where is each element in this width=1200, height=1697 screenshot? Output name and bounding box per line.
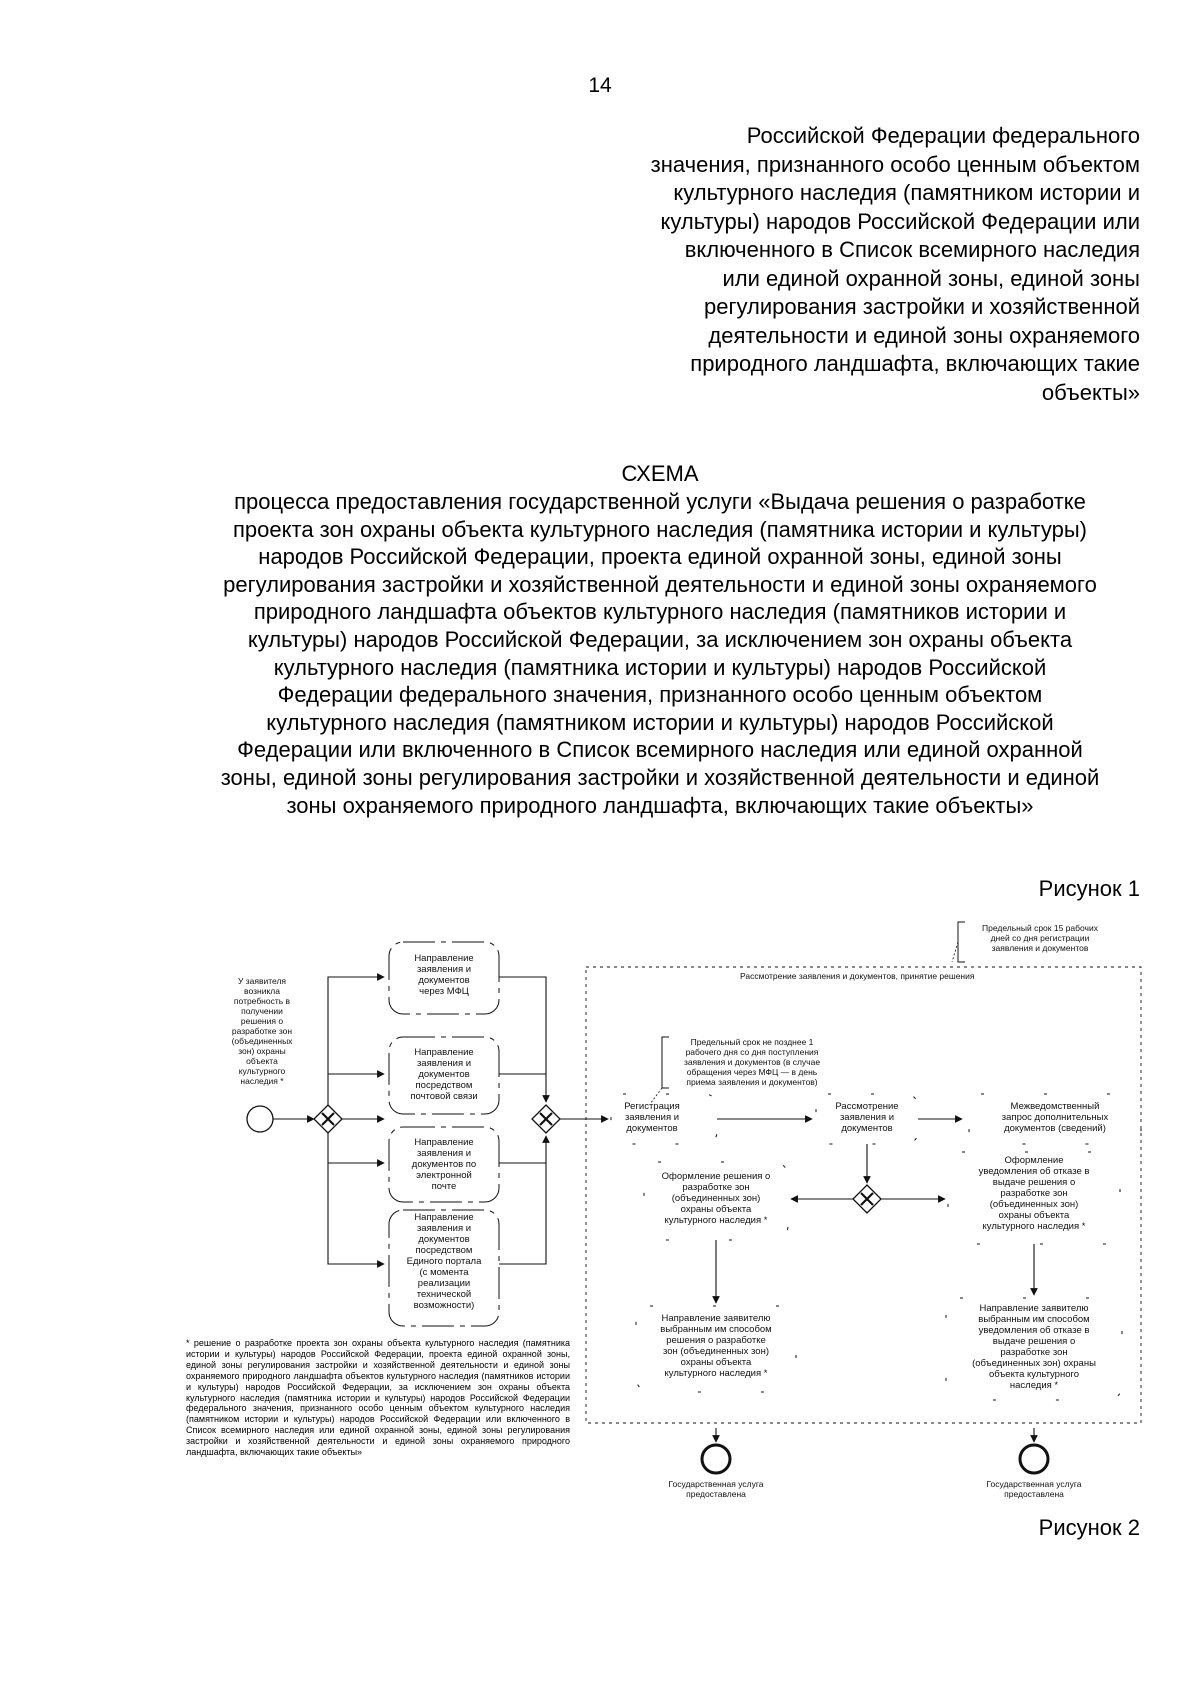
box-text: зон (объединенных зон) <box>662 1346 770 1357</box>
end-event-left-label <box>668 1479 763 1499</box>
start-text: получении <box>241 1006 283 1016</box>
subtitle-line: культурного наследия (памятника истории и культуры) народов Российской <box>273 654 1047 680</box>
start-text: У заявителя <box>237 976 287 986</box>
start-text: решения о <box>240 1016 284 1026</box>
end-text: Государственная услуга <box>668 1479 764 1489</box>
box-text: посредством <box>415 1245 473 1256</box>
box-text: Оформление решения о <box>661 1171 771 1182</box>
box-text: уведомления об отказе в <box>978 1166 1090 1177</box>
box-text: почте <box>431 1181 457 1192</box>
box-text: технической <box>416 1289 472 1300</box>
start-text: наследия * <box>240 1076 284 1086</box>
box-text: Направление <box>414 1137 474 1148</box>
box-text: Направление заявителю <box>979 1303 1089 1314</box>
start-text: зон) охраны <box>238 1046 286 1056</box>
header-line: значения, признанного особо ценным объектом <box>650 151 1140 177</box>
box-text: электронной <box>416 1170 472 1181</box>
note-text: приема заявления и документов) <box>686 1077 818 1087</box>
box-text: заявления и <box>839 1112 895 1123</box>
box-text: охраны объекта <box>680 1204 752 1215</box>
box-text: (объединенных зон) <box>989 1199 1079 1210</box>
start-text: объекта <box>246 1056 278 1066</box>
box-text: Направление <box>414 1047 474 1058</box>
box-text: документов <box>418 1069 470 1080</box>
box-text: Направление заявителю <box>661 1313 771 1324</box>
box-text: (с момента <box>419 1267 469 1278</box>
subtitle-line: процесса предоставления государственной услуги «Выдача решения о разработке <box>234 489 1086 514</box>
submission-box-email-text <box>412 1137 476 1192</box>
refusal-box-text <box>979 1155 1090 1232</box>
box-text: (объединенных зон) охраны <box>972 1358 1096 1369</box>
subtitle-line: культурного наследия (памятником истории и культуры) народов Российской <box>266 709 1054 735</box>
box-text: решения о разработке <box>666 1335 766 1346</box>
pool-label: Рассмотрение заявления и документов, принятие решения <box>740 971 975 981</box>
box-text: Направление <box>414 953 474 964</box>
gateway-merge <box>532 1105 560 1133</box>
box-text: Межведомственный <box>1010 1101 1100 1112</box>
box-text: (объединенных зон) <box>671 1193 761 1204</box>
box-text: Регистрация <box>624 1101 680 1112</box>
subtitle-line: зоны охраняемого природного ландшафта, включающих такие объекты» <box>286 792 1034 818</box>
box-text: культурного наследия * <box>982 1221 1086 1232</box>
box-text: культурного наследия * <box>664 1368 768 1379</box>
box-text: разработке зон <box>1000 1188 1068 1199</box>
header-line: культурного наследия (памятником истории и <box>673 180 1140 205</box>
deadline-note-top <box>982 923 1099 953</box>
box-text: разработке зон <box>1000 1347 1068 1358</box>
note-text: заявления и документов <box>991 943 1089 953</box>
box-text: документов <box>418 975 470 986</box>
box-text: выбранным им способом <box>978 1314 1090 1325</box>
box-text: уведомления об отказе в <box>978 1325 1090 1336</box>
box-text: выбранным им способом <box>660 1324 772 1335</box>
start-text: возникла <box>244 986 280 996</box>
send-refusal-box-text <box>972 1303 1096 1391</box>
header-line: деятельности и единой зоны охраняемого <box>708 322 1140 348</box>
start-event-label <box>232 976 294 1086</box>
end-event-right <box>1020 1445 1048 1473</box>
review-box-text <box>835 1101 898 1134</box>
figure-1-label: Рисунок 1 <box>1038 876 1140 901</box>
start-text: культурного <box>238 1066 286 1076</box>
box-text: почтовой связи <box>410 1091 478 1102</box>
subtitle-line: природного ландшафта объектов культурного наследия (памятников истории и <box>253 599 1067 625</box>
header-line: или единой охранной зоны, единой зоны <box>722 265 1140 291</box>
box-text: выдаче решения о <box>992 1177 1076 1188</box>
box-text: документов <box>418 1234 470 1245</box>
submission-box-post-text <box>410 1047 477 1102</box>
note-text: рабочего дня со дня поступления <box>685 1047 819 1057</box>
box-text: Направление <box>414 1212 474 1223</box>
box-text: реализации <box>417 1278 471 1289</box>
diagram-footnote: * решение о разработке проекта зон охраны объекта культурного наследия (памятника истории и культуры) народов Российской Федерации, проекта единой охранной зоны, единой зоны регулирования застройки и хозяйственной деятельности и единой зоны охраняемого природного ландшафта объектов культурного наследия (памятников истории и культуры) народов Российской Федерации, за исключением зон охраны объекта культурного наследия (памятника истории и культуры) народов Российской Федерации федерального значения, признанного особо ценным объектом культурного наследия (памятником истории и культуры) народов Российской Федерации или включенного в Список всемирного наследия или единой охранной зоны, единой зоны регулирования застройки и хозяйственной деятельности и единой зоны охраняемого природного ландшафта, включающих такие объекты» <box>186 1338 570 1458</box>
subtitle-line: Федерации или включенного в Список всемирного наследия или единой охранной <box>237 737 1083 763</box>
note-text: заявления и документов (в случае <box>683 1057 821 1067</box>
figure-2-label: Рисунок 2 <box>1038 1515 1140 1540</box>
box-text: заявления и <box>624 1112 680 1123</box>
end-text: предоставлена <box>1004 1489 1064 1499</box>
box-text: заявления и <box>416 964 472 975</box>
box-text: посредством <box>415 1080 473 1091</box>
box-text: документов <box>841 1123 893 1134</box>
submission-box-portal-text <box>407 1212 482 1311</box>
box-text: наследия * <box>1009 1380 1059 1391</box>
start-text: разработке зон <box>231 1026 293 1036</box>
header-line: природного ландшафта, включающих такие <box>690 351 1140 376</box>
box-text: запрос дополнительных <box>1001 1112 1109 1123</box>
start-event <box>247 1106 273 1132</box>
start-text: (объединенных <box>231 1036 293 1046</box>
start-text: потребность в <box>233 996 291 1006</box>
box-text: документов (сведений) <box>1004 1123 1106 1134</box>
deadline-connector <box>952 942 958 962</box>
subtitle-line: Федерации федерального значения, признанного особо ценным объектом <box>277 682 1043 708</box>
note-text: обращения через МФЦ — в день <box>686 1067 818 1077</box>
box-text: культурного наследия * <box>664 1215 768 1226</box>
page-number: 14 <box>588 74 612 97</box>
deadline-bracket-mid <box>662 1037 669 1088</box>
box-text: охраны объекта <box>998 1210 1070 1221</box>
decision-box-text <box>662 1171 771 1226</box>
box-text: разработке зон <box>682 1182 750 1193</box>
box-text: документов <box>626 1123 678 1134</box>
gateway-split <box>314 1105 342 1133</box>
header-line: включенного в Список всемирного наследия <box>684 237 1140 262</box>
end-event-right-label <box>986 1479 1081 1499</box>
header-line: культуры) народов Российской Федерации или <box>660 208 1140 234</box>
deadline-bracket <box>958 922 965 962</box>
end-text: предоставлена <box>686 1489 746 1499</box>
box-text: возможности) <box>413 1300 475 1311</box>
box-text: Оформление <box>1004 1155 1064 1166</box>
interagency-box-text <box>1002 1101 1109 1134</box>
box-text: выдаче решения о <box>992 1336 1076 1347</box>
header-line: Российской Федерации федерального <box>746 123 1140 148</box>
header-line: регулирования застройки и хозяйственной <box>704 294 1140 319</box>
end-text: Государственная услуга <box>986 1479 1082 1489</box>
box-text: через МФЦ <box>419 986 469 997</box>
box-text: объекта культурного <box>988 1369 1080 1380</box>
gateway-decision <box>853 1185 881 1213</box>
subtitle-line: народов Российской Федерации, проекта единой охранной зоны, единой зоны <box>258 544 1062 570</box>
note-text: Предельный срок 15 рабочих <box>982 923 1098 933</box>
subtitle-line: проекта зон охраны объекта культурного наследия (памятника истории и культуры) <box>233 516 1087 542</box>
note-text: дней со дня регистрации <box>990 933 1090 943</box>
submission-box-mfc-text <box>414 953 473 997</box>
note-text: Предельный срок не позднее 1 <box>690 1037 814 1047</box>
box-text: Единого портала <box>406 1256 482 1267</box>
deadline-note-mid <box>684 1037 820 1087</box>
box-text: заявления и <box>416 1148 472 1159</box>
box-text: охраны объекта <box>680 1357 752 1368</box>
box-text: Рассмотрение <box>835 1101 899 1112</box>
send-decision-box-text <box>660 1313 771 1379</box>
subtitle-line: культуры) народов Российской Федерации, за исключением зон охраны объекта <box>247 626 1073 652</box>
registration-box-text <box>624 1101 680 1134</box>
schema-title: СХЕМА <box>621 461 699 486</box>
subtitle-line: регулирования застройки и хозяйственной деятельности и единой зоны охраняемого <box>223 571 1097 597</box>
header-line: объекты» <box>1041 379 1140 405</box>
box-text: заявления и <box>416 1223 472 1234</box>
box-text: заявления и <box>416 1058 472 1069</box>
end-event-left <box>702 1445 730 1473</box>
subtitle-line: зоны, единой зоны регулирования застройки и хозяйственной деятельности и единой <box>220 764 1100 790</box>
box-text: документов по <box>411 1159 477 1170</box>
